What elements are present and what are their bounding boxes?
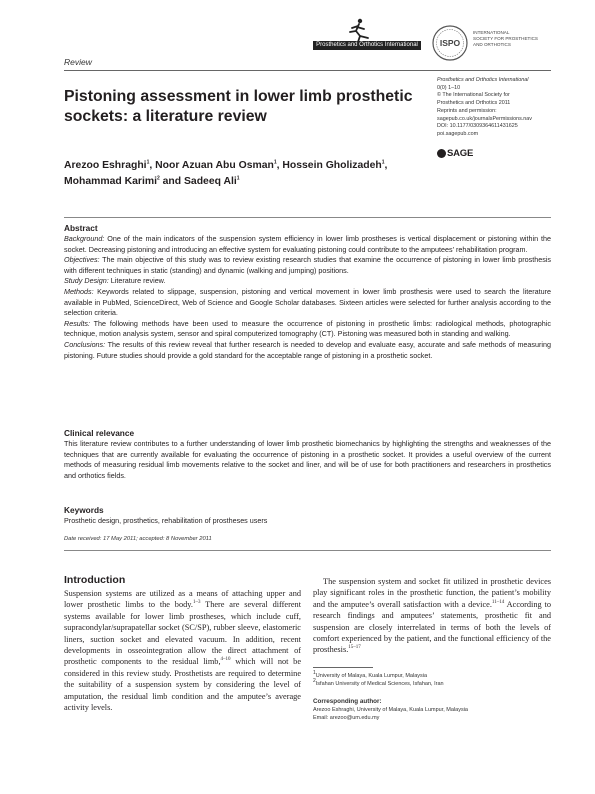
body-divider: [64, 550, 551, 551]
journal-name: Prosthetics and Orthotics International: [437, 77, 529, 83]
corresponding-author: [313, 698, 551, 722]
corresponding-email[interactable]: Email: arezoo@um.edu.my: [313, 715, 380, 721]
corresponding-address: Arezoo Eshraghi, University of Malaya, Kuala Lumpur, Malaysia: [313, 707, 468, 713]
abstract-results: Results: The following methods have been used to measure the occurrence of pistoning in prosthetic limbs: radiological methods, photographic technique, motion analysis system, sensor and spiral computerized tomography (CT). Pistoning was measured both in standing and walking.: [64, 318, 551, 339]
abstract-section: [64, 223, 551, 361]
sage-wordmark: SAGE: [447, 148, 474, 159]
volume: 0(0) 1–10: [437, 84, 461, 91]
header-divider: [64, 70, 551, 71]
affiliation-1: $^1$University of Malaya, Kuala Lumpur, Malaysia: [313, 670, 428, 679]
abstract-conclusions: Conclusions: The results of this review reveal that further research is needed to develop and evaluate easy, accurate and safe methods of measuring pistoning. Future studies should provide a gold standard for the acceptable range of pistoning in a prosthetic socket.: [64, 339, 551, 360]
affiliation-2: $^2$Isfahan University of Medical Sciences, Isfahan, Iran: [313, 678, 444, 687]
introduction-heading: Introduction: [64, 574, 126, 586]
abstract-design: Study Design: Literature review.: [64, 276, 166, 286]
ispo-logo-text: ISPO: [439, 38, 461, 48]
keywords-heading: Keywords: [64, 505, 104, 515]
abstract-divider: [64, 217, 551, 218]
journal-site-link[interactable]: poi.sagepub.com: [437, 130, 479, 137]
article-title: Pistoning assessment in lower limb prosthetic sockets: a literature review: [64, 88, 413, 125]
intro-paragraph-1: Suspension systems are utilized as a means of attaching upper and lower prosthetic limbs to the body.$^{1-3}$ There are several different systems available for lower limb prostheses, which include cuff, supracondylar/suprapatellar socket (SC/SP), rubber sleeve, elastomeric liners, suction socket and elevated vacuum. In addition, recent developments in osseointegration allow the direct attachment of prosthetic components to the residual limb,$^{4-10}$ which will not be considered in this review study. Prosthetists are required to determine the suitability of a suspension system by considering the level of amputation, the residual limb condition and the amputee’s average activity levels.: [64, 589, 302, 713]
copyright: © The International Society for: [437, 92, 510, 99]
clinical-heading: Clinical relevance: [64, 428, 135, 438]
permissions-link[interactable]: sagepub.co.uk/journalsPermissions.nav: [437, 115, 532, 122]
abstract-heading: Abstract: [64, 223, 98, 233]
society-name: INTERNATIONAL SOCIETY FOR PROSTHETICS AND ORTHOTICS: [473, 30, 539, 47]
runner-figure-icon: [338, 18, 378, 42]
author-list: Arezoo Eshraghi$^1$, Noor Azuan Abu Osman$^1$, Hossein Gholizadeh$^1$, Mohammad Karimi$^2$ and Sadeeq Ali$^1$: [64, 159, 388, 187]
abstract-background: Background: One of the main indicators of the suspension system efficiency in lower limb prostheses is vertical displacement or pistoning within the socket. Decreasing pistoning and introducing an effective system for evaluating pistoning could contribute to the amputees’ rehabilitation program.: [64, 234, 551, 254]
affiliations: [313, 672, 551, 688]
journal-banner: Prosthetics and Orthotics International: [313, 41, 421, 50]
keywords-text: Prosthetic design, prosthetics, rehabilitation of prostheses users: [64, 516, 268, 525]
sage-mark-icon: [437, 149, 446, 158]
clinical-relevance-section: [64, 428, 551, 481]
sage-logo: [437, 148, 473, 159]
footnote-divider: [313, 667, 373, 668]
clinical-text: This literature review contributes to a further understanding of lower limb prosthetic biomechanics by highlighting the strengths and weaknesses of the techniques that are currently available for evaluating the occurrence of pistoning in a prosthetic socket. It provides a useful overview of the current methods of measuring residual limb movements relative to the socket and liner, and will be of use for both practitioners and researchers in prosthetics and orthotics fields.: [64, 439, 551, 480]
ispo-logo: [432, 25, 468, 61]
doi[interactable]: DOI: 10.1177/0309364611431625: [437, 123, 518, 130]
abstract-objectives: Objectives: The main objective of this study was to review existing research studies that examine the occurrence of pistoning in lower limb prosthesis with different techniques in static (standing) and dynamic (walking and jumping) positions.: [64, 255, 551, 275]
article-type: Review: [64, 57, 92, 67]
keywords-section: [64, 505, 551, 527]
intro-paragraph-2: The suspension system and socket fit utilized in prosthetic devices play significant roles in the prosthetic function, the patient’s mobility and the amputee’s overall satisfaction with a device.$^{11-14}$ According to research findings and amputees’ statements, prosthetic fit and suspension are closely interrelated in terms of both the levels of comfort experienced by the patient, and the functional efficiency of the prosthesis.$^{15-17}$: [313, 577, 551, 655]
received-dates: Date received: 17 May 2011; accepted: 8 November 2011: [64, 536, 212, 542]
publication-meta: Prosthetics and Orthotics International 0(0) 1–10 © The International Society for Prosthetics and Orthotics 2011 Reprints and permission: sagepub.co.uk/journalsPermissions.nav DOI: 10.1177/0309364611431625 poi.sagepub.com: [437, 77, 567, 139]
corresponding-heading: Corresponding author:: [313, 698, 382, 705]
abstract-methods: Methods: Keywords related to slippage, suspension, pistoning and vertical movement in lower limb prosthesis were used to search the literature available in PubMed, ScienceDirect, Web of Science and Google Scholar databases. Sixteen articles were selected for further analysis according to the selection criteria.: [64, 286, 551, 318]
